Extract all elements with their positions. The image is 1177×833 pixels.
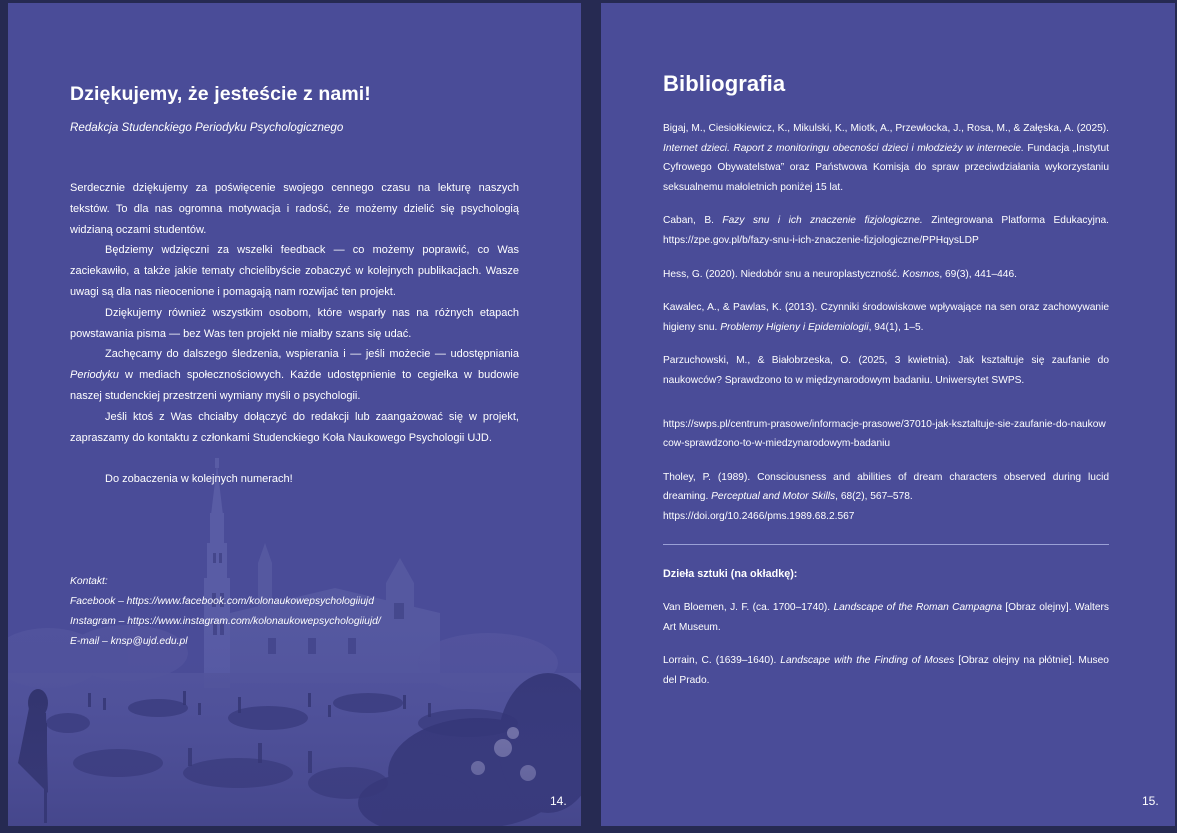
text-span: Bigaj, M., Ciesiołkiewicz, K., Mikulski, K., Miotk, A., Przewłocka, J., Rosa, M., & Załęska, A. (2025). xyxy=(663,123,1109,134)
italic-text: Problemy Higieny i Epidemiologii xyxy=(720,321,869,333)
bibliography-entry xyxy=(663,468,1109,527)
signoff: Do zobaczenia w kolejnych numerach! xyxy=(105,473,293,486)
italic-text: Fazy snu i ich znaczenie fizjologiczne. xyxy=(722,215,923,227)
left-page xyxy=(8,3,581,826)
doi-link[interactable]: https://doi.org/10.2466/pms.1989.68.2.567 xyxy=(663,510,855,522)
paragraph xyxy=(70,344,519,406)
text-span: [Obraz olejny]. Walters Art Museum. xyxy=(663,602,1110,633)
text-span: , 68(2), 567–578. xyxy=(835,491,913,503)
text-span: , 94(1), 1–5. xyxy=(868,321,924,333)
instagram-link[interactable]: Instagram – https://www.instagram.com/kolonaukowepsychologiiujd/ xyxy=(70,616,381,627)
text-span: Lorrain, C. (1639–1640). xyxy=(663,655,781,667)
bibliography-link[interactable]: https://swps.pl/centrum-prasowe/informacje-prasowe/37010-jak-ksztaltuje-sie-zaufanie-do-naukowcow-sprawdzono-to-w-miedzynarodowym-badaniu xyxy=(663,418,1106,450)
contact-block xyxy=(70,572,381,652)
text-span: Van Bloemen, J. F. (ca. 1700–1740). xyxy=(663,602,834,614)
paragraph: Dziękujemy również wszystkim osobom, które wsparły nas na różnych etapach powstawania pisma — bez Was ten projekt nie miałby szans się udać. xyxy=(70,306,519,340)
text-span: [Obraz olejny na płótnie]. Museo del Prado. xyxy=(663,655,1109,686)
bibliography-entry: Parzuchowski, M., & Białobrzeska, O. (2025, 3 kwietnia). Jak kształtuje się zaufanie do naukowców? Sprawdzono to w międzynarodowym badaniu. Uniwersytet SWPS. xyxy=(663,355,1109,386)
text-span: Zachęcamy do dalszego śledzenia, wspierania i — jeśli możecie — udostępniania xyxy=(105,348,519,361)
artworks-heading: Dzieła sztuki (na okładkę): xyxy=(663,567,798,580)
text-span: Kawalec, A., & Pawlas, K. (2013). Czynniki środowiskowe wpływające na sen oraz zachowywanie higieny snu. xyxy=(663,302,1109,333)
italic-text: Landscape with the Finding of Moses xyxy=(780,655,955,667)
facebook-link[interactable]: Facebook – https://www.facebook.com/kolonaukowepsychologiiujd xyxy=(70,596,374,607)
italic-text: Perceptual and Motor Skills xyxy=(711,491,836,503)
right-page xyxy=(601,3,1175,826)
thank-you-text xyxy=(70,178,519,490)
contact-label: Kontakt: xyxy=(70,576,108,587)
italic-text: Internet dzieci. Raport z monitoringu obecności dzieci i młodzieży w internecie. xyxy=(663,142,1024,154)
page-number: 14. xyxy=(550,794,567,808)
subtitle: Redakcja Studenckiego Periodyku Psychologicznego xyxy=(70,121,344,134)
paragraph: Serdecznie dziękujemy za poświęcenie swojego cennego czasu na lekturę naszych tekstów. To dla nas ogromna motywacja i radość, że możemy dzielić się psychologią widzianą oczami studentów. xyxy=(70,182,519,236)
italic-text: Periodyku xyxy=(70,369,119,382)
artwork-entry xyxy=(663,598,1109,637)
paragraph: Będziemy wdzięczni za wszelki feedback — co możemy poprawić, co Was zaciekawiło, a także jakie tematy chcielibyście zobaczyć w kolejnych publikacjach. Wasze uwagi są dla nas nieocenione i pomagają nam rozwijać ten projekt. xyxy=(70,244,519,298)
bibliography-list xyxy=(663,119,1109,704)
bibliography-entry xyxy=(663,265,1109,285)
text-span: w mediach społecznościowych. Każde udostępnienie to cegiełka w budowie naszej studenckiej przestrzeni wymiany myśli o psychologii. xyxy=(70,369,519,402)
text-span: Zintegrowana Platforma Edukacyjna. https://zpe.gov.pl/b/fazy-snu-i-ich-znaczenie-fizjologiczne/PPHqysLDP xyxy=(663,215,1109,246)
page-title: Dziękujemy, że jesteście z nami! xyxy=(70,83,371,105)
bibliography-entry xyxy=(663,298,1109,337)
italic-text: Landscape of the Roman Campagna xyxy=(833,602,1002,614)
italic-text: Kosmos xyxy=(902,268,940,280)
page-number: 15. xyxy=(1142,794,1159,808)
bibliography-entry xyxy=(663,211,1109,250)
paragraph: Jeśli ktoś z Was chciałby dołączyć do redakcji lub zaangażować się w projekt, zapraszamy do kontaktu z członkami Studenckiego Koła Naukowego Psychologii UJD. xyxy=(70,410,519,444)
text-span: , 69(3), 441–446. xyxy=(939,268,1017,280)
text-span: Caban, B. xyxy=(663,215,723,227)
text-span: Hess, G. (2020). Niedobór snu a neuroplastyczność. xyxy=(663,268,903,280)
bibliography-title: Bibliografia xyxy=(663,71,786,96)
email-link[interactable]: E-mail – knsp@ujd.edu.pl xyxy=(70,636,188,647)
text-span: Fundacja „Instytut Cyfrowego Obywatelstwa” oraz Państwowa Komisja do spraw przeciwdziałania wykorzystaniu seksualnemu małoletnich poniżej 15 lat. xyxy=(663,142,1109,193)
divider xyxy=(663,544,1109,545)
bibliography-entry xyxy=(663,119,1109,197)
artwork-entry xyxy=(663,651,1109,690)
text-span: Tholey, P. (1989). Consciousness and abilities of dream characters observed during lucid dreaming. xyxy=(663,471,1109,503)
